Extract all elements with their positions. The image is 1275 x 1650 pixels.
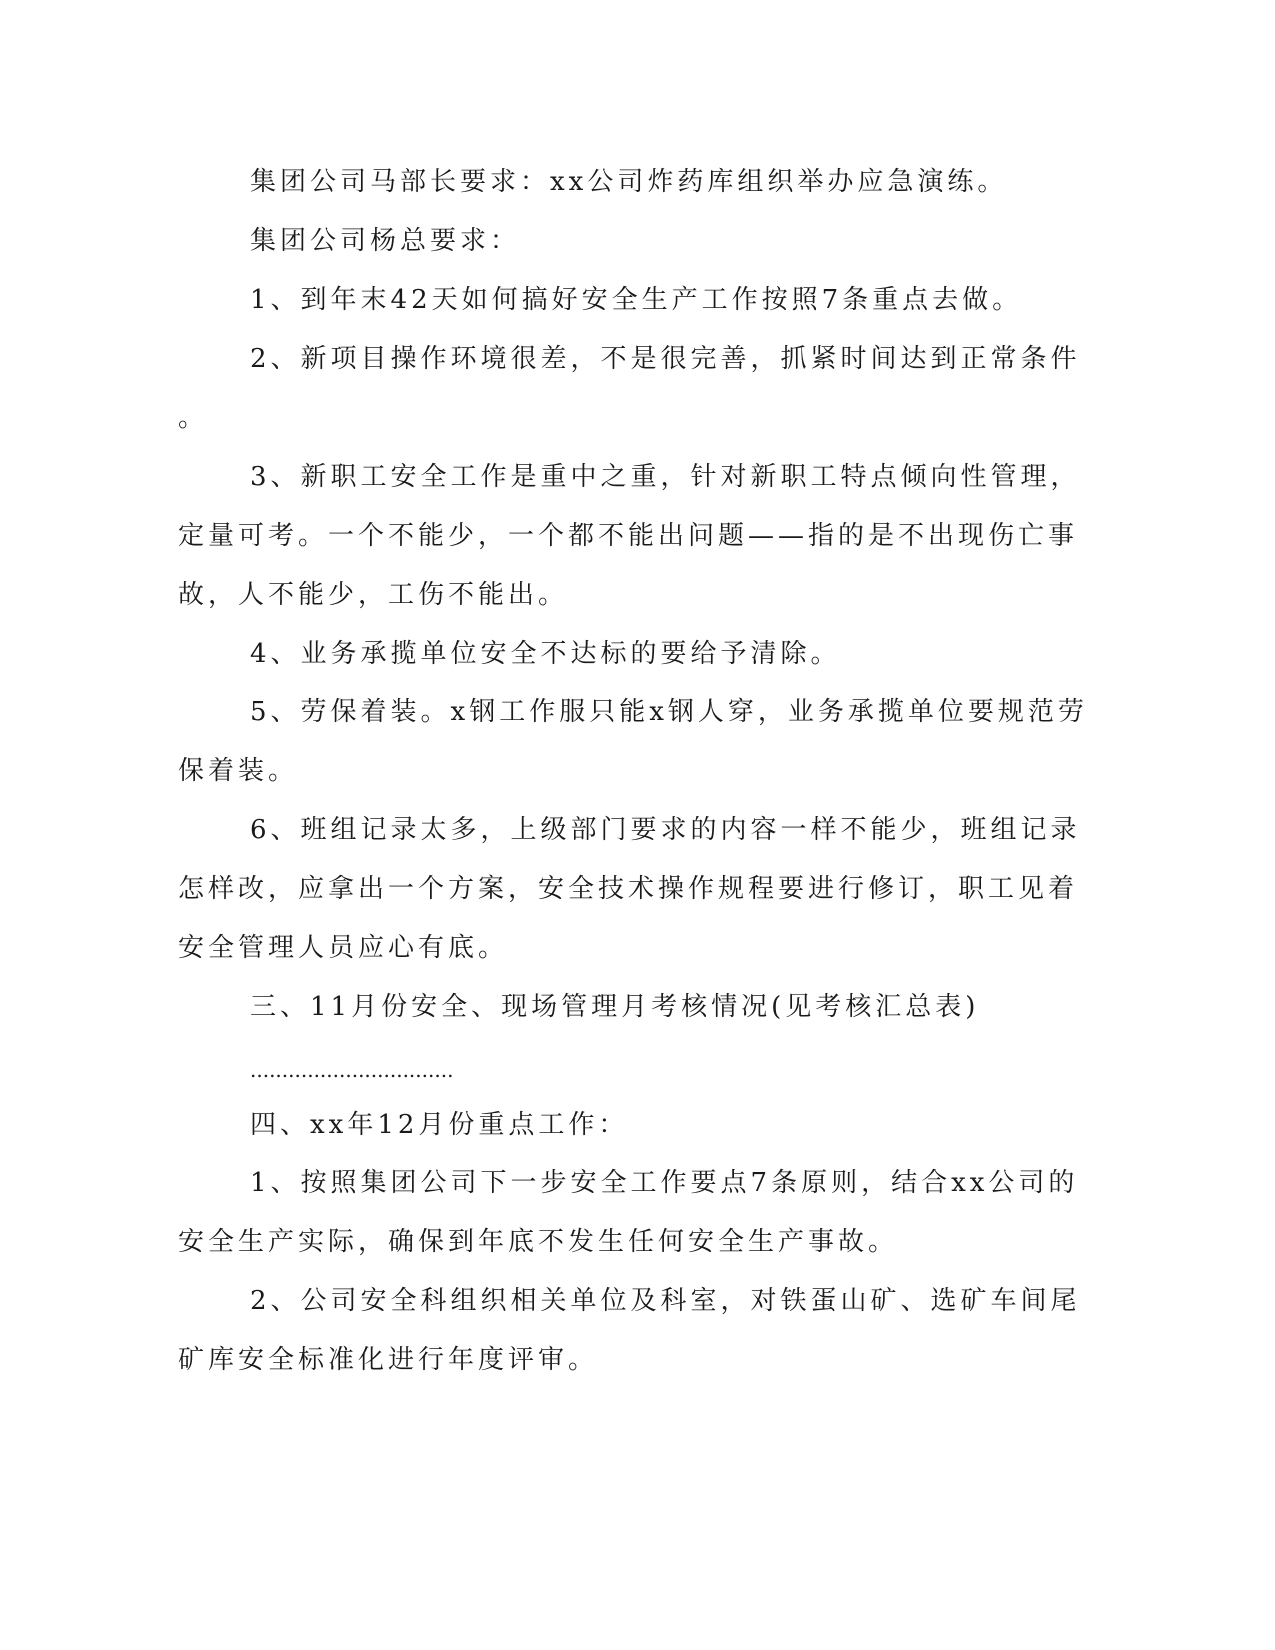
paragraph-line: 。 [178, 403, 209, 433]
paragraph-line: 1、按照集团公司下一步安全工作要点7条原则，结合xx公司的 [250, 1168, 1079, 1198]
paragraph-line: 3、新职工安全工作是重中之重，针对新职工特点倾向性管理， [250, 462, 1081, 492]
paragraph-line: 1、到年末42天如何搞好安全生产工作按照7条重点去做。 [250, 285, 1023, 315]
paragraph-line: 6、班组记录太多，上级部门要求的内容一样不能少，班组记录 [250, 815, 1081, 845]
paragraph-line: 矿库安全标准化进行年度评审。 [178, 1345, 599, 1375]
paragraph-line: 安全生产实际，确保到年底不发生任何安全生产事故。 [178, 1227, 899, 1257]
paragraph-line: 2、新项目操作环境很差，不是很完善，抓紧时间达到正常条件 [250, 344, 1081, 374]
paragraph-line: 故，人不能少，工伤不能出。 [178, 580, 569, 610]
paragraph-line: 集团公司马部长要求：xx公司炸药库组织举办应急演练。 [250, 167, 1008, 197]
paragraph-line: 安全管理人员应心有底。 [178, 933, 509, 963]
paragraph-line: 5、劳保着装。x钢工作服只能x钢人穿，业务承揽单位要规范劳 [250, 697, 1088, 727]
paragraph-line: 集团公司杨总要求： [250, 226, 521, 256]
paragraph-line: 保着装。 [178, 756, 299, 786]
dotted-separator: ................................ [250, 1058, 454, 1082]
paragraph-line: 定量可考。一个不能少，一个都不能出问题——指的是不出现伤亡事 [178, 521, 1079, 551]
paragraph-line: 4、业务承揽单位安全不达标的要给予清除。 [250, 639, 841, 669]
paragraph-line: 怎样改，应拿出一个方案，安全技术操作规程要进行修订，职工见着 [178, 874, 1079, 904]
section-heading: 三、11月份安全、现场管理月考核情况(见考核汇总表) [250, 992, 980, 1022]
section-heading: 四、xx年12月份重点工作： [250, 1110, 629, 1140]
paragraph-line: 2、公司安全科组织相关单位及科室，对铁蛋山矿、选矿车间尾 [250, 1286, 1081, 1316]
